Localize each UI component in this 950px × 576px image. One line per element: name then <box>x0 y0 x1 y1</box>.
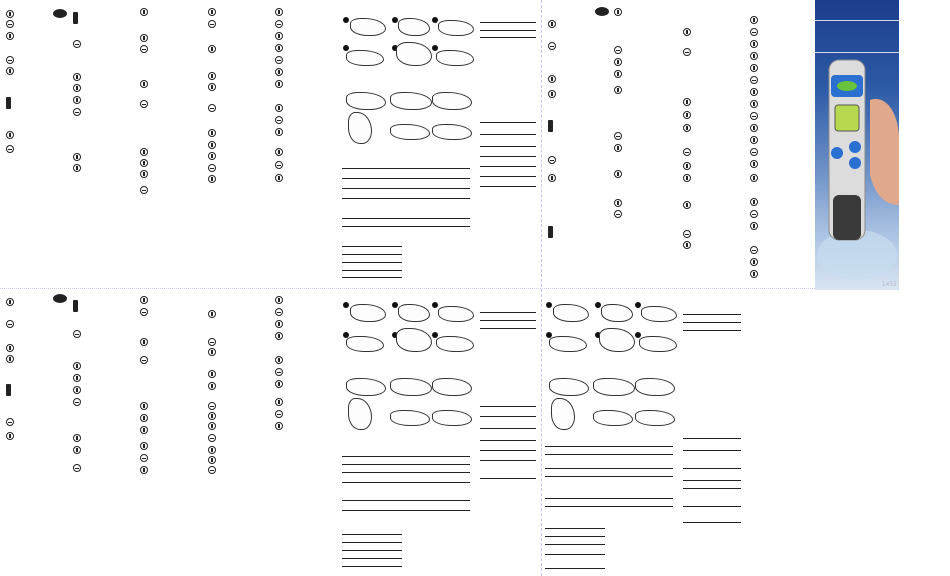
up-arrow-icon <box>275 44 283 52</box>
cal-icon <box>275 320 283 328</box>
step-marker <box>432 17 438 23</box>
mode-icon <box>750 112 758 120</box>
table-rule <box>480 146 536 147</box>
table-rule <box>545 476 673 477</box>
cover-divider <box>815 20 899 21</box>
table-rule <box>683 488 741 489</box>
mode-icon <box>73 330 81 338</box>
cal-icon <box>140 402 148 410</box>
hold-icon <box>275 368 283 376</box>
up-arrow-icon <box>614 58 622 66</box>
table-rule <box>480 450 536 451</box>
table-rule <box>342 566 402 567</box>
table-rule <box>683 438 741 439</box>
step-marker <box>595 302 601 308</box>
mode-icon <box>73 40 81 48</box>
up-arrow-icon <box>750 100 758 108</box>
mode-icon <box>548 42 556 50</box>
power-icon <box>750 258 758 266</box>
table-rule <box>342 550 402 551</box>
hand-illustration <box>396 328 432 352</box>
table-rule <box>480 478 536 479</box>
mode-icon <box>6 20 14 28</box>
table-rule <box>683 480 741 481</box>
power-icon <box>275 380 283 388</box>
power-icon <box>6 298 14 306</box>
up-arrow-icon <box>750 52 758 60</box>
table-rule <box>683 314 741 315</box>
hand-illustration <box>432 124 472 140</box>
table-rule <box>480 156 536 157</box>
step-marker <box>546 302 552 308</box>
down-arrow-icon <box>73 96 81 104</box>
cover-divider <box>815 52 899 53</box>
hold-icon <box>208 466 216 474</box>
table-rule <box>480 416 536 417</box>
hold-icon <box>208 104 216 112</box>
table-rule <box>342 262 402 263</box>
down-arrow-icon <box>750 124 758 132</box>
step-marker <box>343 17 349 23</box>
up-arrow-icon <box>6 56 14 64</box>
up-arrow-icon <box>73 84 81 92</box>
power-icon <box>750 160 758 168</box>
cal-icon <box>750 136 758 144</box>
down-arrow-icon <box>6 355 14 363</box>
power-icon <box>6 145 14 153</box>
hand-illustration <box>390 124 430 140</box>
table-rule <box>480 37 536 38</box>
up-arrow-icon <box>750 270 758 278</box>
hand-illustration <box>346 92 386 110</box>
hand-illustration <box>635 410 675 426</box>
hand-illustration <box>432 378 472 396</box>
hold-icon <box>140 356 148 364</box>
hold-icon <box>750 148 758 156</box>
table-rule <box>342 277 402 278</box>
down-arrow-icon <box>683 111 691 119</box>
hand-illustration <box>350 304 386 322</box>
cal-icon <box>140 466 148 474</box>
table-rule <box>342 246 402 247</box>
down-arrow-icon <box>73 446 81 454</box>
table-rule <box>342 482 470 483</box>
mode-icon <box>683 48 691 56</box>
table-rule <box>480 460 536 461</box>
table-rule <box>480 134 536 135</box>
cal-icon <box>208 456 216 464</box>
power-icon <box>208 8 216 16</box>
table-rule <box>342 534 402 535</box>
mode-icon <box>140 45 148 53</box>
meter-small-icon <box>6 97 11 109</box>
table-rule <box>683 330 741 331</box>
table-rule <box>342 188 470 189</box>
cal-icon <box>548 174 556 182</box>
mode-icon <box>140 454 148 462</box>
hand-illustration <box>346 336 384 352</box>
table-rule <box>342 218 470 219</box>
down-arrow-icon <box>208 382 216 390</box>
down-arrow-icon <box>73 164 81 172</box>
hand-illustration <box>593 410 633 426</box>
down-arrow-icon <box>750 198 758 206</box>
table-rule <box>342 168 470 169</box>
up-arrow-icon <box>208 370 216 378</box>
down-arrow-icon <box>750 64 758 72</box>
hand-illustration <box>390 410 430 426</box>
down-arrow-icon <box>614 199 622 207</box>
table-rule <box>545 446 673 447</box>
hand-illustration <box>436 50 474 66</box>
mode-icon <box>208 434 216 442</box>
step-marker <box>343 45 349 51</box>
step-marker <box>432 45 438 51</box>
language-badge <box>53 9 67 18</box>
table-rule <box>342 254 402 255</box>
down-arrow-icon <box>275 356 283 364</box>
hand-illustration <box>348 112 372 144</box>
power-icon <box>275 296 283 304</box>
top-illustration-panel <box>340 0 540 288</box>
up-arrow-icon <box>683 162 691 170</box>
mode-icon <box>208 20 216 28</box>
hand-illustration <box>549 336 587 352</box>
cal-icon <box>275 148 283 156</box>
table-rule <box>480 122 536 123</box>
mode-icon <box>683 230 691 238</box>
table-rule <box>545 506 673 507</box>
cal-icon <box>73 73 81 81</box>
table-rule <box>342 558 402 559</box>
bottom-right-illustration-panel <box>543 288 815 576</box>
up-arrow-icon <box>73 434 81 442</box>
step-marker <box>432 302 438 308</box>
hand-illustration <box>346 378 386 396</box>
hand-illustration <box>553 304 589 322</box>
table-rule <box>545 454 673 455</box>
power-icon <box>140 8 148 16</box>
cal-icon <box>750 222 758 230</box>
power-icon <box>140 148 148 156</box>
hold-icon <box>750 76 758 84</box>
cal-icon <box>208 348 216 356</box>
table-rule <box>480 320 536 321</box>
hand-illustration <box>398 18 430 36</box>
table-rule <box>342 270 402 271</box>
mode-icon <box>208 164 216 172</box>
mode-icon <box>750 210 758 218</box>
hand-illustration <box>641 306 677 322</box>
power-icon <box>275 80 283 88</box>
power-icon <box>614 170 622 178</box>
step-marker <box>635 302 641 308</box>
hold-icon <box>683 148 691 156</box>
bottom-illustration-panel <box>340 288 540 576</box>
down-arrow-icon <box>683 174 691 182</box>
up-arrow-icon <box>275 104 283 112</box>
table-rule <box>480 406 536 407</box>
table-rule <box>342 472 470 473</box>
down-arrow-icon <box>548 90 556 98</box>
top-right-icon-panel <box>542 0 815 288</box>
hold-icon <box>275 68 283 76</box>
cal-icon <box>750 40 758 48</box>
down-arrow-icon <box>208 152 216 160</box>
hand-illustration <box>396 42 432 66</box>
step-marker <box>343 302 349 308</box>
table-rule <box>342 542 402 543</box>
table-rule <box>480 166 536 167</box>
hand-illustration <box>601 304 633 322</box>
hold-icon <box>275 161 283 169</box>
mode-icon <box>750 28 758 36</box>
table-rule <box>480 312 536 313</box>
cover-panel <box>815 0 899 290</box>
hold-icon <box>6 131 14 139</box>
power-icon <box>750 88 758 96</box>
table-rule <box>480 186 536 187</box>
hand-illustration <box>639 336 677 352</box>
meter-small-icon <box>548 226 553 238</box>
hand-illustration <box>436 336 474 352</box>
mode-icon <box>140 308 148 316</box>
step-marker <box>392 302 398 308</box>
table-rule <box>683 450 741 451</box>
meter-small-icon <box>6 384 11 396</box>
table-rule <box>480 22 536 23</box>
table-rule <box>545 554 605 555</box>
hand-illustration <box>432 92 472 110</box>
power-icon <box>140 414 148 422</box>
up-arrow-icon <box>208 422 216 430</box>
down-arrow-icon <box>275 128 283 136</box>
hand-illustration <box>599 328 635 352</box>
table-rule <box>342 226 470 227</box>
down-arrow-icon <box>208 446 216 454</box>
meter-photo <box>815 55 899 290</box>
power-icon <box>750 16 758 24</box>
power-icon <box>548 20 556 28</box>
power-icon <box>208 141 216 149</box>
cal-icon <box>614 86 622 94</box>
table-rule <box>342 464 470 465</box>
mode-icon <box>275 116 283 124</box>
table-rule <box>342 456 470 457</box>
mode-icon <box>6 320 14 328</box>
up-arrow-icon <box>73 153 81 161</box>
up-arrow-icon <box>750 174 758 182</box>
table-rule <box>480 30 536 31</box>
power-icon <box>275 174 283 182</box>
table-rule <box>342 500 470 501</box>
up-arrow-icon <box>208 72 216 80</box>
up-arrow-icon <box>73 374 81 382</box>
down-arrow-icon <box>208 83 216 91</box>
hand-illustration <box>348 398 372 430</box>
down-arrow-icon <box>6 67 14 75</box>
table-rule <box>480 440 536 441</box>
up-arrow-icon <box>140 426 148 434</box>
table-rule <box>342 510 470 511</box>
cal-icon <box>208 175 216 183</box>
hold-icon <box>73 398 81 406</box>
hand-illustration <box>390 92 432 110</box>
hold-icon <box>750 246 758 254</box>
top-left-icon-panel <box>0 0 330 288</box>
up-arrow-icon <box>208 129 216 137</box>
up-arrow-icon <box>275 398 283 406</box>
up-arrow-icon <box>275 332 283 340</box>
table-rule <box>342 198 470 199</box>
mode-icon <box>275 410 283 418</box>
table-rule <box>545 544 605 545</box>
table-rule <box>480 328 536 329</box>
down-arrow-icon <box>140 170 148 178</box>
hold-icon <box>548 156 556 164</box>
power-icon <box>683 201 691 209</box>
down-arrow-icon <box>275 56 283 64</box>
table-rule <box>480 176 536 177</box>
mode-icon <box>275 20 283 28</box>
language-badge <box>53 294 67 303</box>
down-arrow-icon <box>275 422 283 430</box>
table-rule <box>342 178 470 179</box>
power-icon <box>6 10 14 18</box>
table-rule <box>683 522 741 523</box>
power-icon <box>208 310 216 318</box>
down-arrow-icon <box>614 70 622 78</box>
page-number: 1451 <box>881 281 897 288</box>
language-badge <box>595 7 609 16</box>
hand-illustration <box>549 378 589 396</box>
mode-icon <box>73 464 81 472</box>
mode-icon <box>275 308 283 316</box>
power-icon <box>683 28 691 36</box>
up-arrow-icon <box>140 159 148 167</box>
meter-small-icon <box>73 300 78 312</box>
up-arrow-icon <box>614 144 622 152</box>
table-rule <box>545 468 673 469</box>
cal-icon <box>140 80 148 88</box>
table-rule <box>545 498 673 499</box>
table-rule <box>480 428 536 429</box>
hold-icon <box>73 108 81 116</box>
hand-illustration <box>350 18 386 36</box>
table-rule <box>545 536 605 537</box>
meter-small-icon <box>548 120 553 132</box>
hand-illustration <box>593 378 635 396</box>
mode-icon <box>614 210 622 218</box>
hand-illustration <box>346 50 384 66</box>
power-icon <box>275 8 283 16</box>
up-arrow-icon <box>683 98 691 106</box>
up-arrow-icon <box>548 75 556 83</box>
table-rule <box>683 468 741 469</box>
bottom-left-icon-panel <box>0 288 330 576</box>
down-arrow-icon <box>73 386 81 394</box>
hold-icon <box>6 418 14 426</box>
cal-icon <box>275 32 283 40</box>
cal-icon <box>208 45 216 53</box>
down-arrow-icon <box>140 442 148 450</box>
up-arrow-icon <box>140 338 148 346</box>
hand-illustration <box>438 306 474 322</box>
mode-icon <box>614 46 622 54</box>
power-icon <box>208 412 216 420</box>
hold-icon <box>208 402 216 410</box>
hold-icon <box>614 132 622 140</box>
hold-icon <box>140 100 148 108</box>
hand-illustration <box>551 398 575 430</box>
hand-illustration <box>438 20 474 36</box>
table-rule <box>683 506 741 507</box>
cal-icon <box>73 362 81 370</box>
table-rule <box>545 568 605 569</box>
up-arrow-icon <box>6 344 14 352</box>
hand-illustration <box>398 304 430 322</box>
cal-icon <box>6 32 14 40</box>
mode-icon <box>140 186 148 194</box>
hand-illustration <box>635 378 675 396</box>
table-rule <box>683 322 741 323</box>
up-arrow-icon <box>140 34 148 42</box>
table-rule <box>545 528 605 529</box>
cal-icon <box>6 432 14 440</box>
mode-icon <box>208 338 216 346</box>
cal-icon <box>683 124 691 132</box>
meter-small-icon <box>73 12 78 24</box>
hand-illustration <box>390 378 432 396</box>
power-icon <box>140 296 148 304</box>
power-icon <box>614 8 622 16</box>
cal-icon <box>683 241 691 249</box>
hand-illustration <box>432 410 472 426</box>
